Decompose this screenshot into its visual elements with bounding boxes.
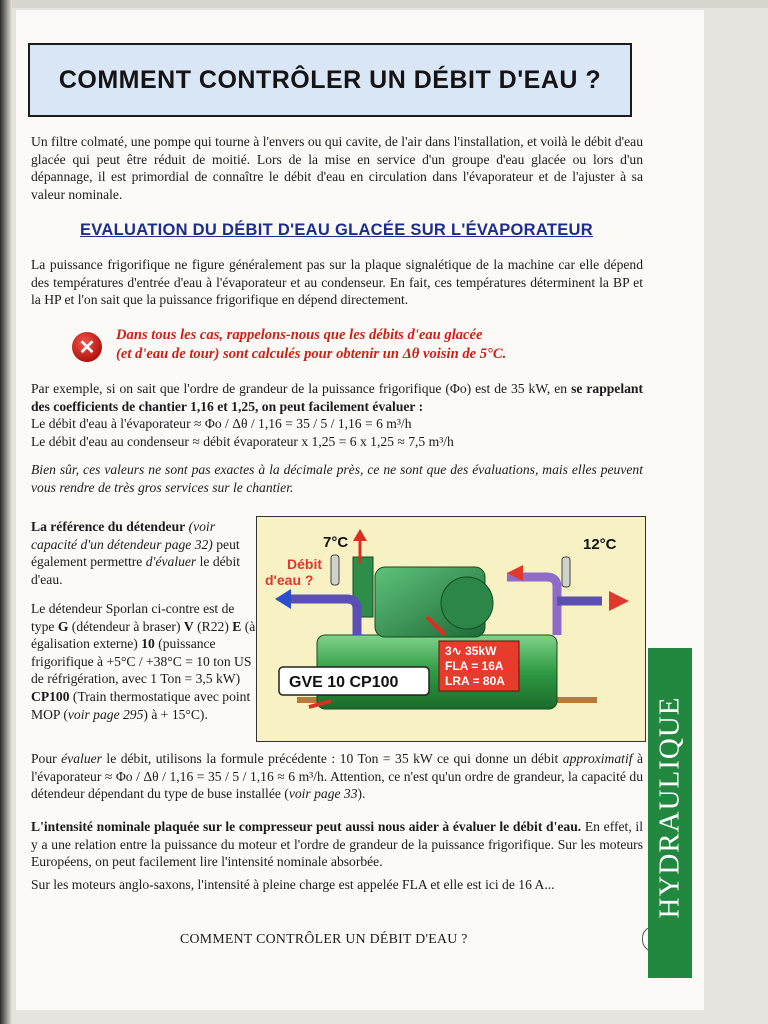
- plate-line-1: 3∿ 35kW: [445, 644, 497, 658]
- ref-italic-1: (voir capacité d'un détendeur page 32): [31, 519, 216, 552]
- eval-italic-1: évaluer: [61, 751, 102, 766]
- temp-left-label: 7°C: [323, 534, 349, 551]
- evaluation-paragraph: [31, 750, 643, 803]
- document-page: [16, 10, 704, 1010]
- ref-bold: La référence du détendeur: [31, 519, 186, 534]
- eval-text-2: le débit, utilisons la formule précédente : 10 Ton = 35 kW ce qui donne un débit: [106, 751, 559, 766]
- plate-line-2: FLA = 16A: [445, 659, 504, 673]
- intensity-text: En effet, il y a une relation entre la puissance du moteur et l'ordre de grandeur de la puissance frigorifique. Sur les moteurs Européens, on peut facilement lire l'intensité nominale absorbée.: [31, 819, 643, 870]
- example-line-2: Le débit d'eau à l'évaporateur ≈ Φo / Δθ / 1,16 = 35 / 5 / 1,16 = 6 m³/h: [31, 416, 412, 432]
- sporlan-text-5: (puissance frigorifique à +5°C / +38°C = 10 ton US de réfrigération, avec 1 Ton = 3,5 kW): [31, 636, 252, 687]
- intensity-paragraph: [31, 818, 643, 871]
- eval-text-3: à l'évaporateur ≈ Φo / Δθ / 1,16 = 35 / 5 / 1,16 ≈ 6 m³/h. Attention, ce n'est qu'un ordre de grandeur, la capacité du détendeur dépendant du type de buse installée (: [31, 751, 644, 802]
- chiller-drawing: [257, 517, 645, 741]
- warning-line-2: (et d'eau de tour) sont calculés pour obtenir un Δθ voisin de 5°C.: [116, 346, 507, 362]
- thermometer-left-icon: [331, 555, 339, 585]
- intro-paragraph: Un filtre colmaté, une pompe qui tourne à l'envers ou qui cavite, de l'air dans l'installation, et voilà le débit d'eau glacée qui peut être réduit de moitié. Lors de la mise en service d'un groupe d'eau glacée ou lors d'un dépannage, il est primordial de connaître le débit d'eau en circulation dans l'évaporateur et de l'ajuster à sa valeur nominale.: [31, 134, 643, 202]
- warning-callout: [116, 326, 636, 364]
- sporlan-code-v: V: [183, 618, 194, 634]
- sporlan-code-e: E: [232, 618, 242, 634]
- eval-page-ref: voir page 33: [288, 786, 358, 802]
- ref-text-2: le débit d'eau.: [31, 554, 241, 587]
- page-title: COMMENT CONTRÔLER UN DÉBIT D'EAU ?: [58, 65, 602, 94]
- side-tab: [648, 648, 692, 978]
- sporlan-text-3: (R22): [197, 618, 229, 634]
- eval-text-1: Pour: [31, 751, 57, 766]
- sporlan-code-cp100: CP100: [31, 688, 70, 704]
- side-tab-label: HYDRAULIQUE: [653, 696, 686, 919]
- valve-label: GVE 10 CP100: [289, 674, 399, 691]
- chiller-illustration: [256, 516, 646, 742]
- sporlan-code-10: 10: [141, 636, 155, 652]
- thermometer-right-icon: [562, 557, 570, 587]
- debit-label-line-2: d'eau ?: [265, 572, 314, 588]
- sporlan-text-6: (Train thermostatique avec point MOP (: [31, 688, 251, 722]
- sporlan-text-2: (détendeur à braser): [71, 618, 181, 634]
- title-box: [28, 43, 632, 117]
- sporlan-text-7: ) à + 15°C).: [143, 706, 208, 722]
- x-circle-icon: ✕: [72, 332, 102, 362]
- reference-paragraph: [31, 518, 256, 588]
- temp-right-label: 12°C: [583, 536, 617, 553]
- sporlan-text-1: Le détendeur Sporlan ci-contre est de type: [31, 601, 235, 634]
- example-line-1b: se rappelant des coefficients de chantier 1,16 et 1,25, on peut facilement évaluer :: [31, 381, 644, 414]
- sporlan-paragraph: [31, 600, 256, 723]
- ref-italic-2: d'évaluer: [145, 554, 197, 570]
- sporlan-text-4: (à égalisation externe): [31, 618, 256, 652]
- fla-paragraph: Sur les moteurs anglo-saxons, l'intensité à pleine charge est appelée FLA et elle est ici de 16 A...: [31, 877, 555, 892]
- note-paragraph: Bien sûr, ces valeurs ne sont pas exactes à la décimale près, ce ne sont que des évaluations, mais elles peuvent vous rendre de très gros services sur le chantier.: [31, 462, 643, 495]
- warning-line-1: Dans tous les cas, rappelons-nous que les débits d'eau glacée: [116, 327, 483, 343]
- example-line-3: Le débit d'eau au condenseur ≈ débit évaporateur x 1,25 = 6 x 1,25 ≈ 7,5 m³/h: [31, 433, 454, 449]
- sporlan-page-ref: voir page 295: [67, 706, 144, 722]
- intensity-bold: L'intensité nominale plaquée sur le compresseur peut aussi nous aider à évaluer le débit d'eau.: [31, 819, 582, 834]
- eval-text-4: ).: [357, 786, 366, 802]
- plate-line-3: LRA = 80A: [445, 674, 505, 688]
- ref-text: peut également permettre: [31, 536, 240, 570]
- scan-edge-left: [0, 0, 12, 1024]
- section-paragraph: La puissance frigorifique ne figure généralement pas sur la plaque signalétique de la machine car elle dépend des températures d'entrée d'eau à l'évaporateur et au condenseur. En fait, ces températures déterminent la BP et la HP et l'on sait que la puissance frigorifique en dépend directement.: [31, 257, 643, 308]
- section-heading: EVALUATION DU DÉBIT D'EAU GLACÉE SUR L'ÉVAPORATEUR: [80, 221, 593, 239]
- scan-edge-top: [0, 0, 768, 8]
- sporlan-code-g: G: [57, 618, 69, 634]
- example-line-1a: Par exemple, si on sait que l'ordre de grandeur de la puissance frigorifique (Φo) est de 35 kW, en: [31, 381, 568, 396]
- debit-label-line-1: Débit: [287, 556, 322, 572]
- compressor-motor: [441, 577, 493, 629]
- footer-title: COMMENT CONTRÔLER UN DÉBIT D'EAU ?: [180, 931, 468, 946]
- example-block: [31, 380, 643, 450]
- eval-italic-2: approximatif: [562, 751, 633, 766]
